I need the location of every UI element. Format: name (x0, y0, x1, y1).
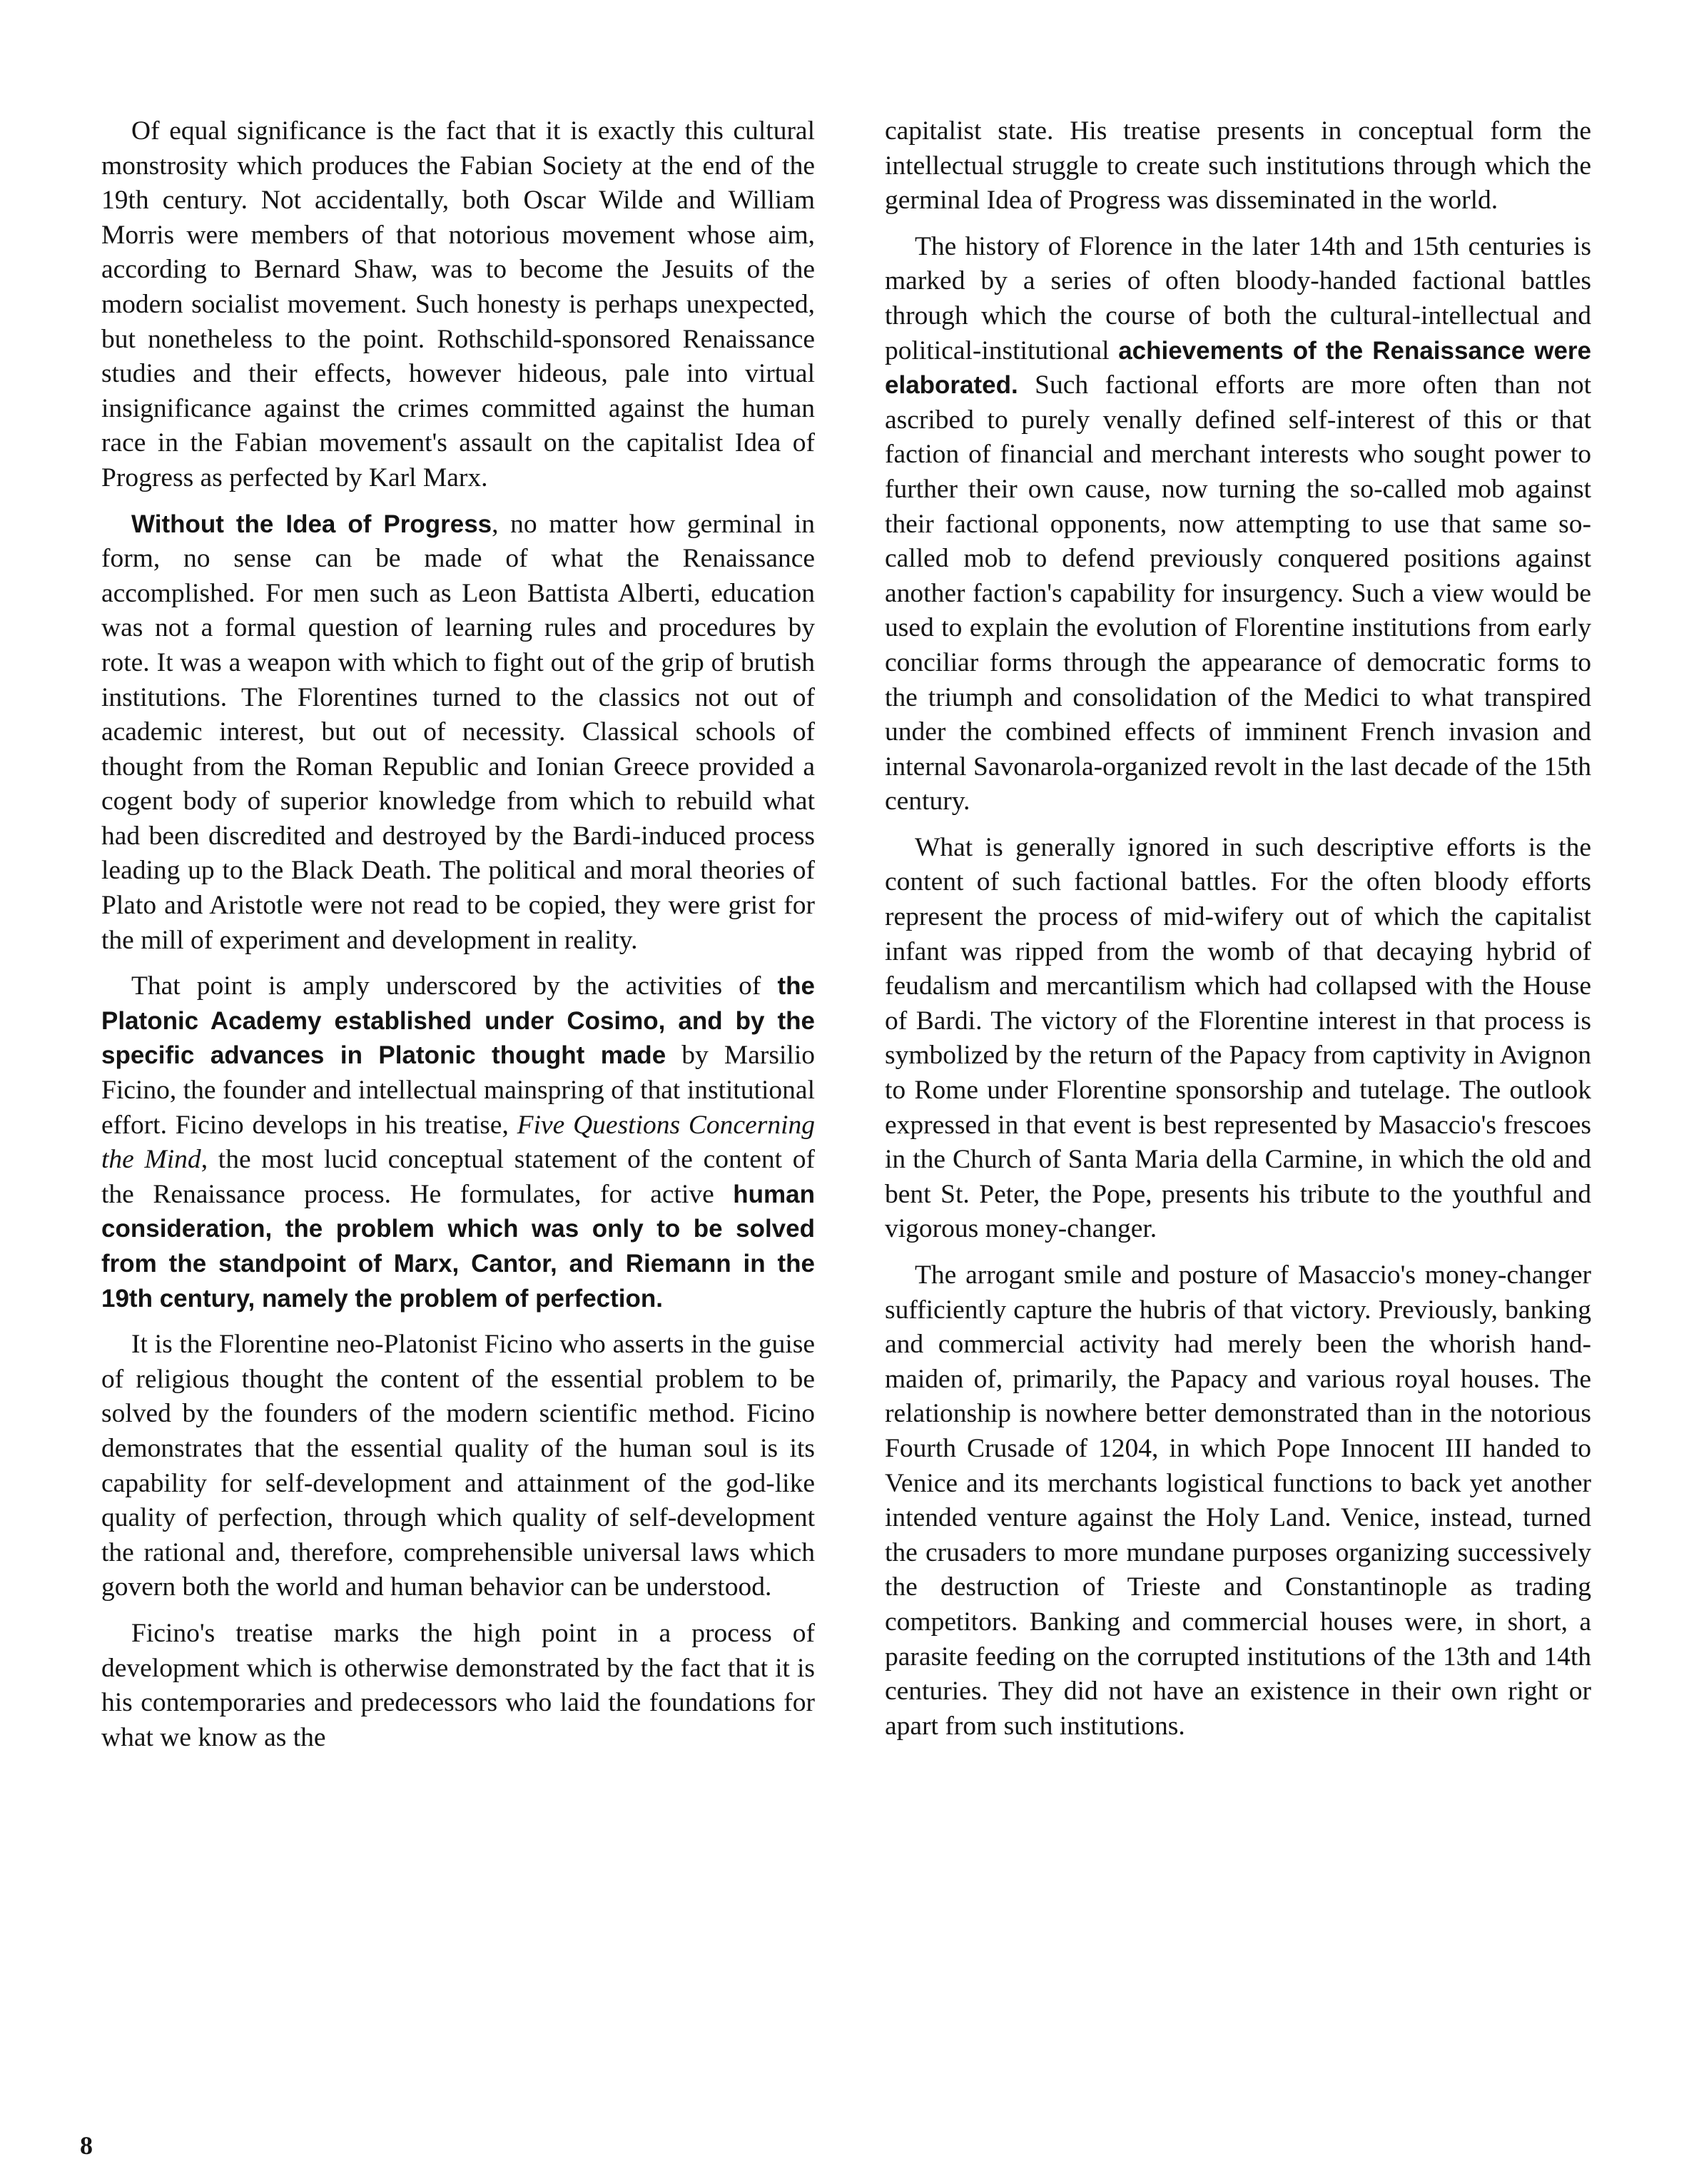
left-column (101, 114, 815, 1766)
paragraph-text: The arrogant smile and posture of Masaccio's money-changer sufficiently capture the hubris of that victory. Previously, banking and commercial activity had merely been the whorish hand-maiden of, primarily, the Papacy and various royal houses. The relationship is nowhere better demonstrated than in the notorious Fourth Crusade of 1204, in which Pope Innocent III handed to Venice and its merchants logistical functions to back yet another intended venture against the Holy Land. Venice, instead, turned the crusaders to more mundane purposes organizing successively the destruction of Trieste and Constantinople as trading competitors. Banking and commercial houses were, in short, a parasite feeding on the corrupted institutions of the 13th and 14th centuries. They did not have an existence in their own right or apart from such institutions. (885, 1260, 1591, 1741)
paragraph-text: Of equal significance is the fact that it is exactly this cultural monstrosity which produces the Fabian Society at the end of the 19th century. Not accidentally, both Oscar Wilde and William Morris were members of that notorious movement whose aim, according to Bernard Shaw, was to become the Jesuits of the modern socialist movement. Such honesty is perhaps unexpected, but nonetheless to the point. Rothschild-sponsored Renaissance studies and their effects, however hideous, pale into virtual insignificance against the crimes committed against the human race in the Fabian movement's assault on the capitalist Idea of Progress as perfected by Karl Marx. (101, 116, 815, 492)
paragraph-text: by Marsilio Ficino, the founder and intellectual mainspring of that institutional effort. Ficino develops in his treatise, (101, 1041, 815, 1140)
bold-text: achievements of the Renaissance were elaborated. (885, 336, 1591, 400)
paragraph (101, 114, 815, 496)
paragraph-text: It is the Florentine neo-Platonist Ficino who asserts in the guise of religious thought the content of the essential problem to be solved by the founders of the modern scientific method. Ficino demonstrates that the essential quality of the human soul is its capability for self-development and attainment of the god-like quality of perfection, through which quality of self-development the rational and, therefore, comprehensible universal laws which govern both the world and human behavior can be understood. (101, 1330, 815, 1602)
paragraph-text: Such factional efforts are more often than not ascribed to purely venally defined self-interest of this or that faction of financial and merchant interests who sought power to further their own cause, now turning the so-called mob against their factional opponents, now attempting to use that same so-called mob to defend previously conquered positions against another faction's capability for insurgency. Such a view would be used to explain the evolution of Florentine institutions from early conciliar forms through the appearance of democratic forms to the triumph and consolidation of the Medici to what transpired under the combined effects of imminent French invasion and internal Savonarola-organized revolt in the last decade of the 15th century. (885, 370, 1591, 817)
paragraph-text: capitalist state. His treatise presents in conceptual form the intellectual struggle to create such institutions through which the germinal Idea of Progress was disseminated in the world. (885, 116, 1591, 216)
paragraph-text: , no matter how germinal in form, no sense can be made of what the Renaissance accomplished. For men such as Leon Battista Alberti, education was not a formal question of learning rules and procedures by rote. It was a weapon with which to fight out of the grip of brutish institutions. The Florentines turned to the classics not out of academic interest, but out of necessity. Classical schools of thought from the Roman Republic and Ionian Greece provided a cogent body of superior knowledge from which to rebuild what had been discredited and destroyed by the Bardi-induced process leading up to the Black Death. The political and moral theories of Plato and Aristotle were not read to be copied, they were grist for the mill of experiment and development in reality. (101, 509, 815, 955)
paragraph (885, 1258, 1591, 1744)
paragraph-text: That point is amply underscored by the activities of (131, 971, 778, 1001)
paragraph-text: , the most lucid conceptual statement of the content of the Renaissance process. He formulates, for active (101, 1145, 815, 1209)
paragraph (101, 1617, 815, 1755)
paragraph-text: The history of Florence in the later 14th and 15th centuries is marked by a series of often bloody-handed factional battles through which the course of both the cultural-intellectual and political-institutional (885, 231, 1591, 365)
paragraph (885, 230, 1591, 819)
bold-text: the Platonic Academy established under Cosimo, and by the specific advances in Platonic thought made (101, 972, 815, 1070)
paragraph-text: What is generally ignored in such descriptive efforts is the content of such factional battles. For the often bloody efforts represent the process of mid-wifery out of which the capitalist infant was ripped from the womb of that decaying hybrid of feudalism and mercantilism which had collapsed with the House of Bardi. The victory of the Florentine interest in that process is symbolized by the return of the Papacy from captivity in Avignon to Rome under Florentine sponsorship and tutelage. The outlook expressed in that event is best represented by Masaccio's frescoes in the Church of Santa Maria della Carmine, in which the old and bent St. Peter, the Pope, presents his tribute to the youthful and vigorous money-changer. (885, 832, 1591, 1244)
bold-text: Without the Idea of Progress (131, 510, 492, 538)
paragraph (101, 507, 815, 959)
right-column (885, 114, 1591, 1755)
bold-text: human consideration, the problem which was only to be solved from the standpoint of Marx, Cantor, and Riemann in the 19th century, namely the problem of perfection. (101, 1180, 815, 1313)
paragraph (101, 969, 815, 1316)
paragraph-text: Ficino's treatise marks the high point in a process of development which is otherwise demonstrated by the fact that it is his contemporaries and predecessors who laid the foundations for what we know as the (101, 1618, 815, 1752)
paragraph (101, 1328, 815, 1605)
paragraph (885, 831, 1591, 1247)
paragraph (885, 114, 1591, 218)
page-number: 8 (80, 2131, 93, 2160)
book-title: Five Questions Concerning the Mind (101, 1110, 815, 1175)
